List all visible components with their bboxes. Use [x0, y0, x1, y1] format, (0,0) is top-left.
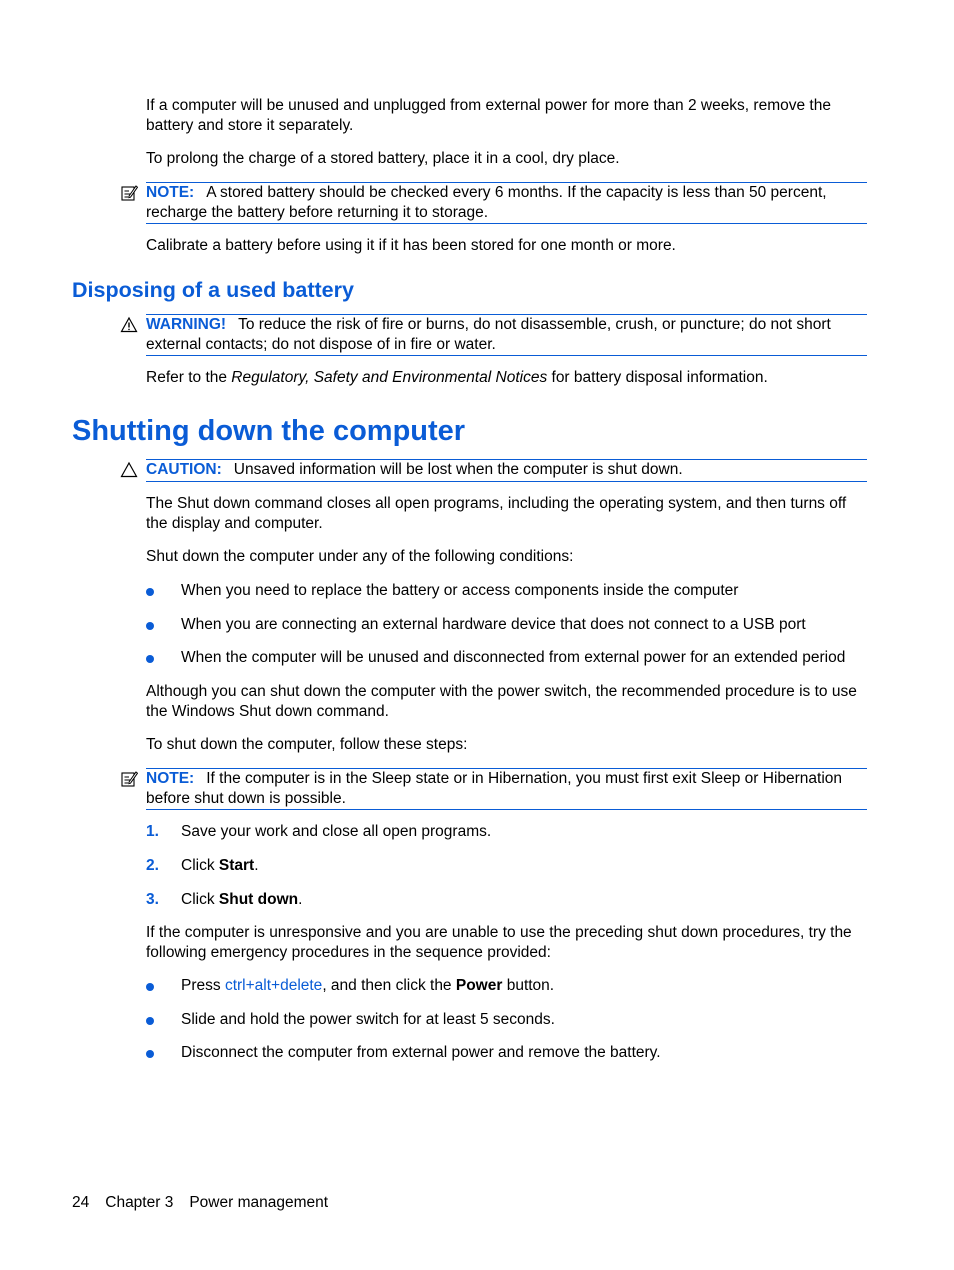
note-storage: [146, 182, 867, 224]
caution-unsaved: [146, 459, 867, 482]
bullet-icon: [146, 1017, 154, 1025]
warning-disposal: [146, 314, 867, 356]
note-sleep-hibernation: [146, 768, 867, 810]
list-item: [181, 976, 871, 996]
section-heading-disposing: Disposing of a used battery: [72, 278, 354, 302]
bullet-icon: [146, 655, 154, 663]
step-item: [181, 822, 871, 842]
note-icon: [120, 770, 138, 788]
bullet-icon: [146, 1050, 154, 1058]
step-ui-term: Shut down: [218, 891, 299, 908]
caution-icon: [120, 461, 138, 479]
refer-doc-title: Regulatory, Safety and Environmental Notices: [231, 369, 548, 386]
list-item: Slide and hold the power switch for at least 5 seconds.: [181, 1011, 555, 1028]
footer-chapter-title: Power management: [189, 1194, 329, 1211]
paragraph-steps-intro: To shut down the computer, follow these steps:: [146, 736, 468, 753]
step-text-end: .: [298, 891, 303, 908]
page-footer: [72, 1193, 344, 1213]
list-item: When you need to replace the battery or access components inside the computer: [181, 582, 739, 599]
warning-text: To reduce the risk of fire or burns, do not disassemble, crush, or puncture; do not short external contacts; do not dispose of in fire or water.: [146, 316, 831, 353]
caution-label: CAUTION:: [146, 461, 222, 478]
note-label: NOTE:: [146, 184, 195, 201]
note-label: NOTE:: [146, 770, 195, 787]
warning-label: WARNING!: [146, 316, 227, 333]
page-number: 24: [72, 1194, 90, 1211]
step-number: 2.: [146, 857, 159, 874]
paragraph-power-switch: Although you can shut down the computer with the power switch, the recommended procedure is to use the Windows Shut down command.: [146, 683, 857, 720]
keyboard-shortcut-link[interactable]: ctrl+alt+delete: [224, 977, 323, 994]
item-ui-term: Power: [455, 977, 503, 994]
paragraph-stored-battery: To prolong the charge of a stored battery, place it in a cool, dry place.: [146, 150, 620, 167]
note-text: If the computer is in the Sleep state or in Hibernation, you must first exit Sleep or Hibernation before shut down is possible.: [146, 770, 843, 807]
paragraph-conditions-intro: Shut down the computer under any of the following conditions:: [146, 548, 574, 565]
bullet-icon: [146, 622, 154, 630]
list-item: Disconnect the computer from external power and remove the battery.: [181, 1044, 661, 1061]
refer-post: for battery disposal information.: [547, 369, 768, 386]
warning-icon: [120, 316, 138, 334]
step-text: Save your work and close all open programs.: [181, 823, 492, 840]
bullet-icon: [146, 983, 154, 991]
paragraph-shutdown-command: The Shut down command closes all open programs, including the operating system, and then turns off the display and computer.: [146, 495, 847, 532]
paragraph-unused-battery: If a computer will be unused and unplugged from external power for more than 2 weeks, remove the battery and store it separately.: [146, 97, 831, 134]
refer-pre: Refer to the: [146, 369, 232, 386]
list-item: When you are connecting an external hardware device that does not connect to a USB port: [181, 616, 806, 633]
bullet-icon: [146, 588, 154, 596]
section-heading-shutting-down: Shutting down the computer: [72, 415, 466, 447]
step-text-end: .: [254, 857, 259, 874]
step-number: 1.: [146, 823, 159, 840]
step-item: [181, 856, 871, 876]
paragraph-calibrate: Calibrate a battery before using it if it has been stored for one month or more.: [146, 237, 676, 254]
step-item: [181, 890, 871, 910]
footer-chapter: Chapter 3: [105, 1194, 174, 1211]
item-text-mid: , and then click the: [322, 977, 456, 994]
step-number: 3.: [146, 891, 159, 908]
note-icon: [120, 184, 138, 202]
paragraph-refer: [146, 368, 868, 388]
item-text: Press: [181, 977, 225, 994]
caution-text: Unsaved information will be lost when the computer is shut down.: [233, 461, 683, 478]
paragraph-unresponsive: If the computer is unresponsive and you are unable to use the preceding shut down procedures, try the following emergency procedures in the sequence provided:: [146, 924, 852, 961]
step-ui-term: Start: [218, 857, 255, 874]
note-text: A stored battery should be checked every 6 months. If the capacity is less than 50 percent, recharge the battery before returning it to storage.: [146, 184, 827, 221]
step-text: Click: [181, 857, 219, 874]
list-item: When the computer will be unused and disconnected from external power for an extended period: [181, 649, 846, 666]
step-text: Click: [181, 891, 219, 908]
item-text-end: button.: [502, 977, 555, 994]
